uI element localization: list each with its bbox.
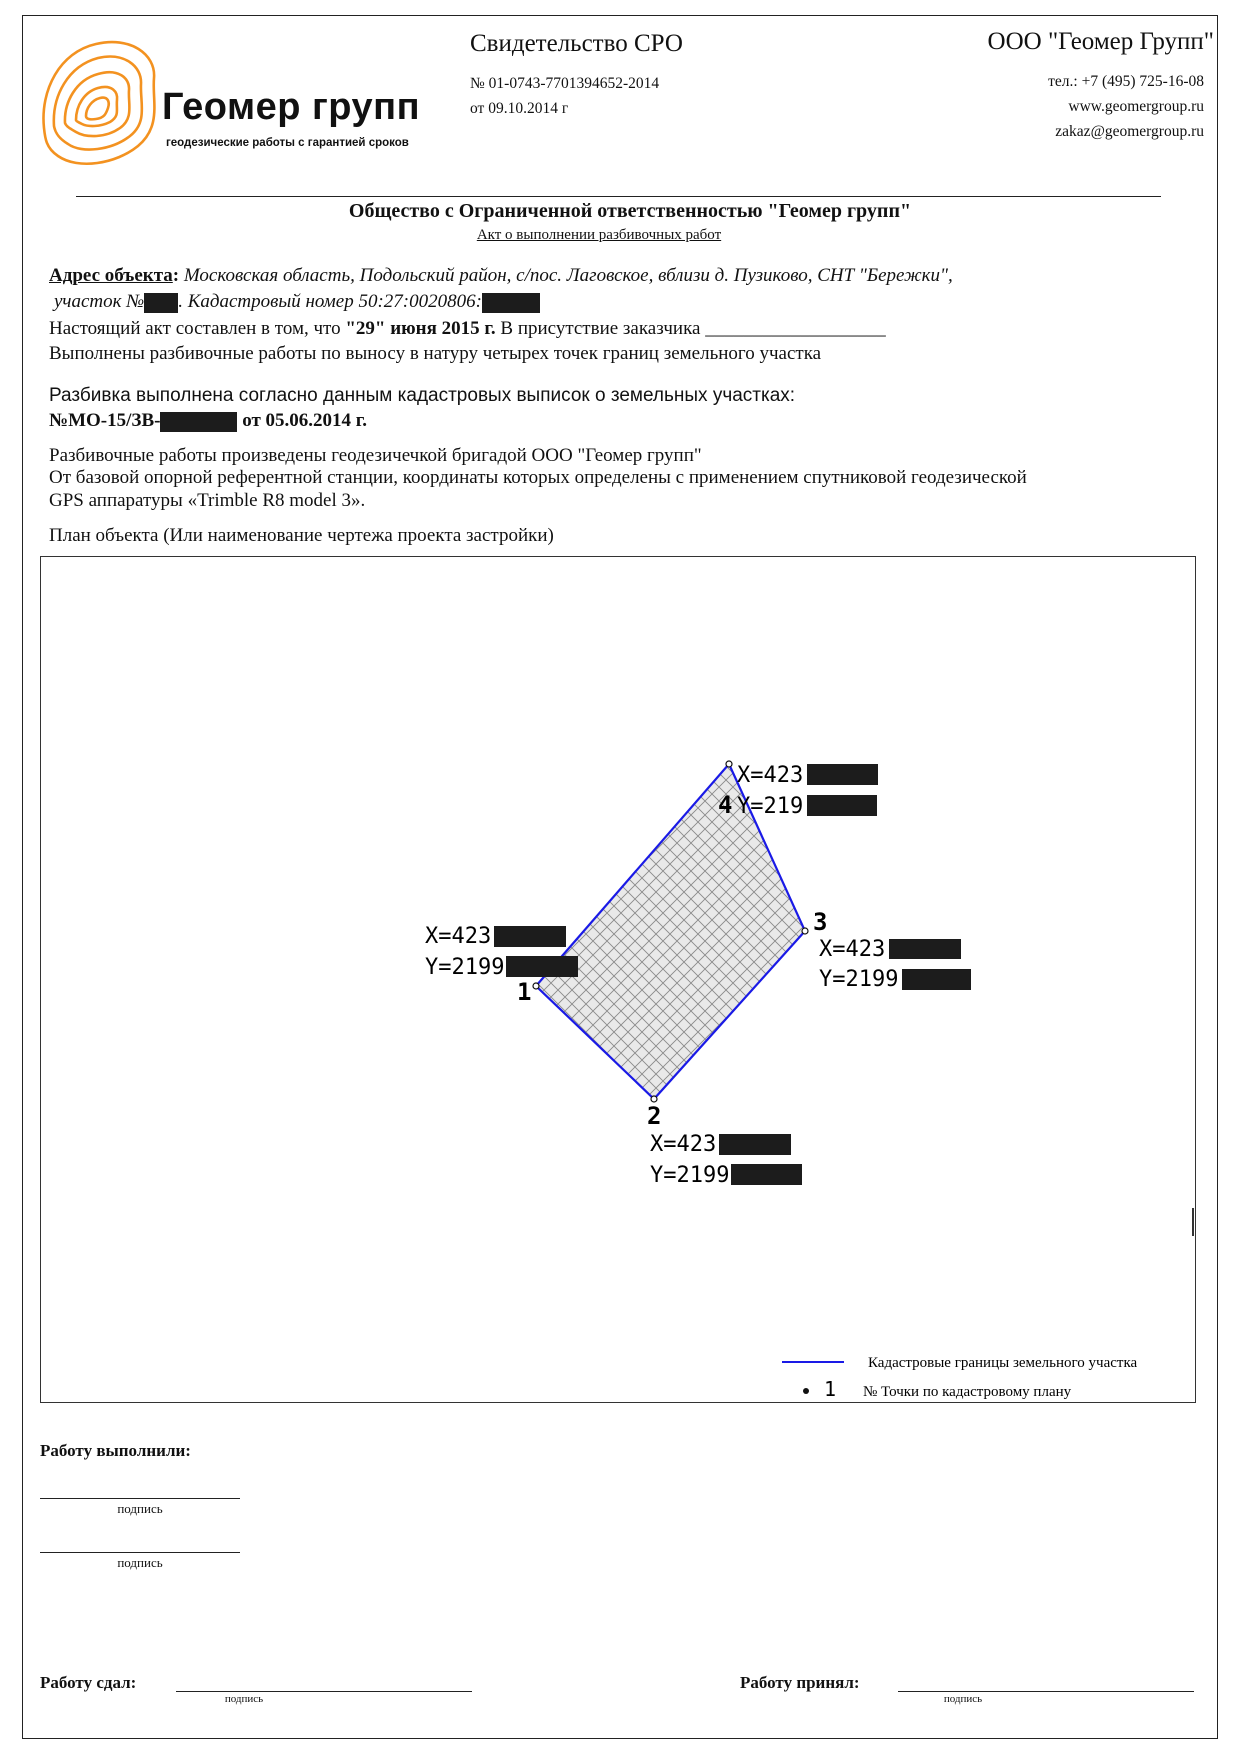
point-2-x: X=423	[650, 1132, 717, 1157]
extract-prefix: №МО-15/ЗВ-	[49, 410, 161, 431]
sro-date: от 09.10.2014 г	[470, 100, 569, 117]
point-1-x: X=423	[425, 924, 492, 949]
redaction-block	[719, 1134, 791, 1155]
point-4-x: X=423	[737, 763, 804, 788]
signature-caption-2: подпись	[117, 1555, 163, 1570]
point-3-y: Y=2199	[819, 967, 899, 992]
works-line: Выполнены разбивочные работы по выносу в натуру четырех точек границ земельного участка	[49, 343, 822, 364]
station-line-2: GPS аппаратуры «Trimble R8 model 3».	[49, 490, 366, 511]
point-1-y: Y=2199	[425, 955, 505, 980]
redaction-block	[902, 969, 971, 990]
signature-line-2	[40, 1552, 240, 1553]
company-email: zakaz@geomergroup.ru	[1055, 123, 1204, 140]
company-website: www.geomergroup.ru	[1068, 98, 1204, 115]
plan-drawing	[40, 556, 1196, 1403]
act-date: "29" июня 2015 г.	[345, 318, 496, 339]
point-marker-1	[533, 983, 539, 989]
document-title: Общество с Ограниченной ответственностью "Геомер групп"	[348, 200, 912, 222]
address-line-1: Адрес объекта: Московская область, Подольский район, с/пос. Лаговское, вблизи д. Пузиково, СНТ "Бережки",	[49, 265, 953, 286]
point-2-y: Y=2199	[650, 1163, 730, 1188]
legend-line-label: Кадастровые границы земельного участка	[868, 1355, 1138, 1371]
handed-label: Работу сдал:	[40, 1673, 137, 1692]
redaction-block	[494, 926, 566, 947]
company-phone: тел.: +7 (495) 725-16-08	[1048, 73, 1204, 90]
signature-line-1	[40, 1498, 240, 1499]
legend-point-number: 1	[824, 1377, 837, 1401]
station-line-1: От базовой опорной референтной станции, координаты которых определены с применением спутниковой геодезической	[49, 467, 1027, 488]
point-2-number: 2	[647, 1102, 662, 1130]
address-label: Адрес объекта	[49, 265, 173, 286]
point-3-number: 3	[813, 908, 828, 936]
address-plot-prefix: участок №	[54, 291, 145, 312]
redaction-block	[807, 764, 878, 785]
sro-title: Свидетельство СРО	[470, 30, 683, 57]
handed-signature-line	[176, 1691, 472, 1692]
point-1-number: 1	[517, 978, 532, 1006]
act-prefix: Настоящий акт составлен в том, что	[49, 318, 341, 339]
point-marker-4	[726, 761, 732, 767]
redaction-block	[160, 412, 237, 432]
redaction-block	[144, 293, 178, 313]
redaction-block	[807, 795, 877, 816]
logo-name: Геомер групп	[162, 86, 421, 128]
extract-date: от 05.06.2014 г.	[242, 410, 368, 431]
act-line	[49, 318, 886, 340]
legend-point-label: № Точки по кадастровому плану	[863, 1384, 1072, 1400]
redaction-block	[889, 939, 961, 959]
point-4-number: 4	[718, 791, 733, 819]
redaction-block	[731, 1164, 802, 1185]
accepted-signature-caption: подпись	[943, 1693, 983, 1705]
sro-number: № 01-0743-7701394652-2014	[470, 75, 660, 92]
redaction-block	[482, 293, 540, 313]
redaction-block	[506, 956, 578, 977]
document-subtitle: Акт о выполнении разбивочных работ	[476, 227, 722, 243]
basis-line: Разбивка выполнена согласно данным кадастровых выписок о земельных участках:	[49, 385, 796, 406]
signature-caption-1: подпись	[117, 1501, 163, 1516]
brigade-line: Разбивочные работы произведены геодезичечкой бригадой ООО "Геомер групп"	[49, 445, 702, 466]
legend-point-icon	[803, 1388, 809, 1394]
address-line-2	[54, 291, 540, 313]
logo-tagline: геодезические работы с гарантией сроков	[166, 137, 409, 149]
performed-label: Работу выполнили:	[40, 1441, 191, 1460]
plan-label: План объекта (Или наименование чертежа проекта застройки)	[49, 525, 554, 546]
header-divider	[76, 196, 1161, 197]
point-marker-3	[802, 928, 808, 934]
extract-line	[49, 410, 367, 432]
point-4-y: Y=219	[737, 794, 804, 819]
address-cadastral: . Кадастровый номер 50:27:0020806:	[178, 291, 482, 312]
handed-signature-caption: подпись	[224, 1693, 264, 1705]
accepted-signature-line	[898, 1691, 1194, 1692]
company-name: ООО "Геомер Групп"	[987, 28, 1214, 55]
point-3-x: X=423	[819, 937, 886, 962]
act-suffix: В присутствие заказчика ___________________	[500, 318, 886, 339]
address-text: Московская область, Подольский район, с/пос. Лаговское, вблизи д. Пузиково, СНТ "Бережки",	[183, 265, 953, 286]
accepted-label: Работу принял:	[740, 1673, 860, 1692]
